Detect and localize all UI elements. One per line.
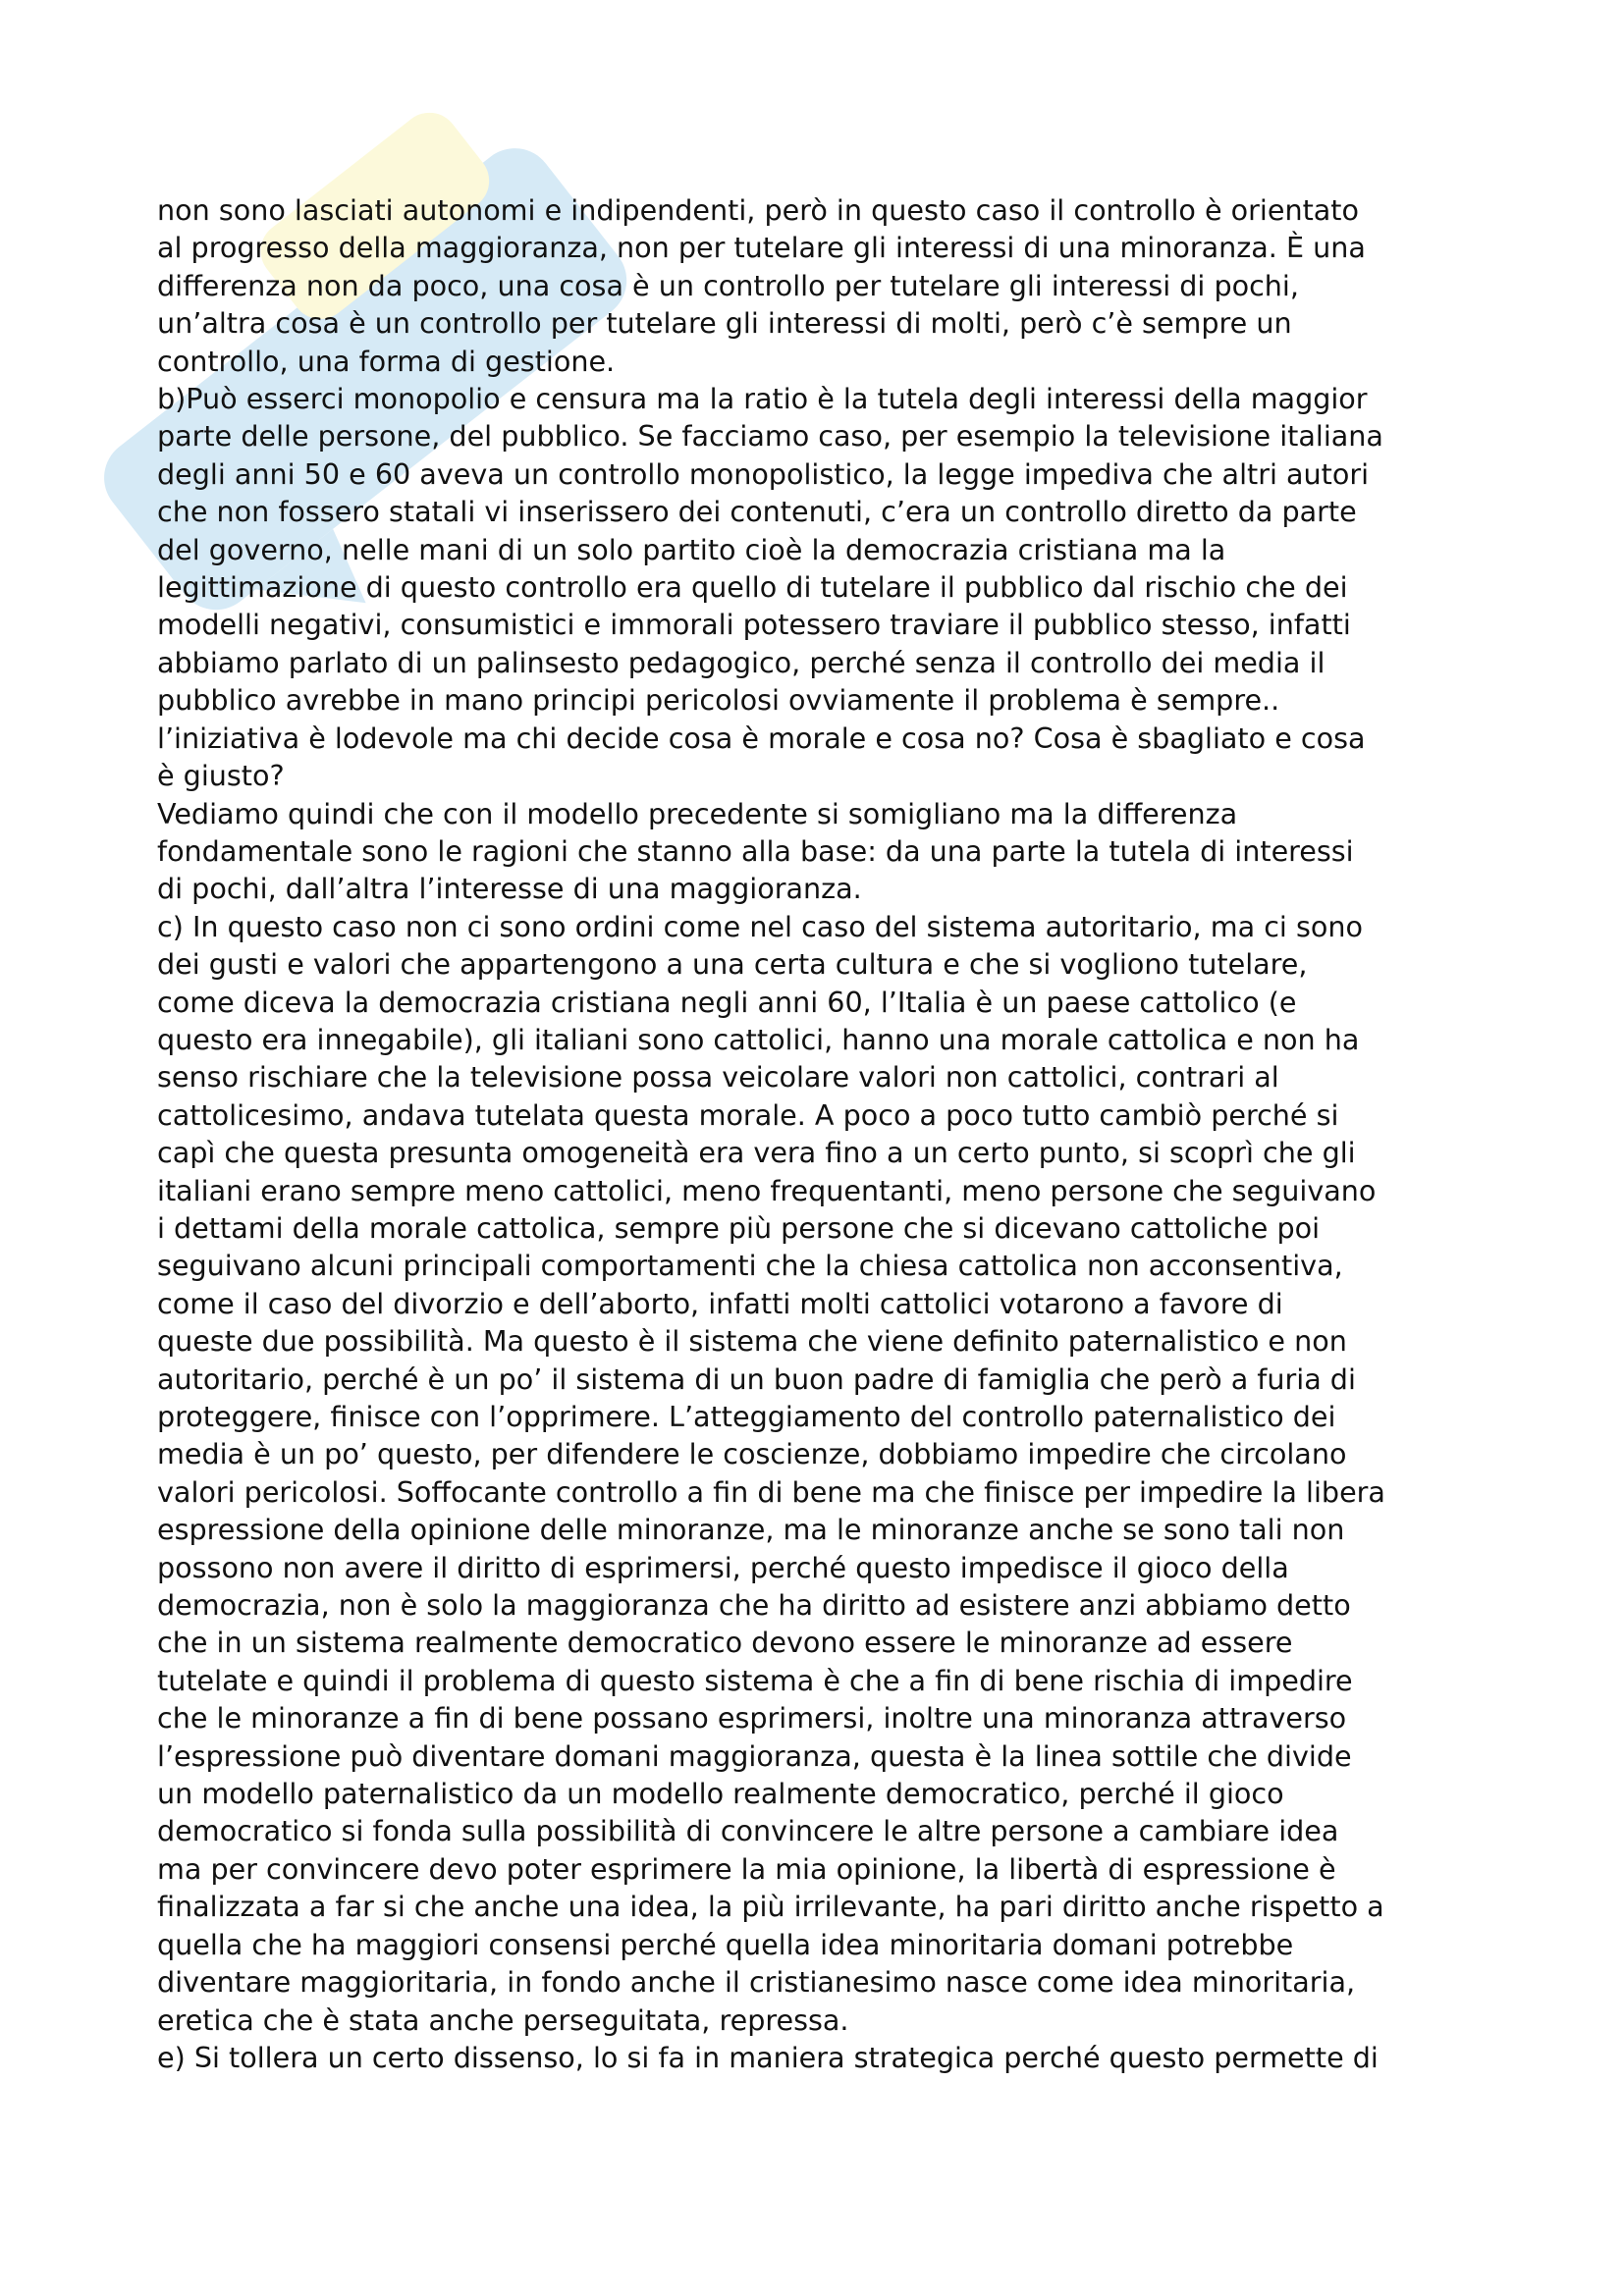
text-line: e) Si tollera un certo dissenso, lo si fa in maniera strategica perché questo permette di bbox=[157, 2040, 1379, 2074]
text-line: ma per convincere devo poter esprimere la mia opinione, la libertà di espressione è bbox=[157, 1851, 1336, 1886]
text-line: come il caso del divorzio e dell’aborto, infatti molti cattolici votarono a favore di bbox=[157, 1286, 1283, 1320]
text-line: diventare maggioritaria, in fondo anche il cristianesimo nasce come idea minoritaria, bbox=[157, 1965, 1356, 2000]
text-line: senso rischiare che la televisione possa veicolare valori non cattolici, contrari al bbox=[157, 1060, 1279, 1095]
text-line: possono non avere il diritto di esprimersi, perché questo impedisce il gioco della bbox=[157, 1550, 1289, 1584]
text-line: un’altra cosa è un controllo per tutelare gli interessi di molti, però c’è sempre un bbox=[157, 306, 1292, 341]
text-line: differenza non da poco, una cosa è un controllo per tutelare gli interessi di pochi, bbox=[157, 268, 1299, 302]
text-line: parte delle persone, del pubblico. Se facciamo caso, per esempio la televisione italiana bbox=[157, 419, 1383, 454]
text-line: degli anni 50 e 60 aveva un controllo monopolistico, la legge impediva che altri autori bbox=[157, 456, 1370, 491]
text-line: modelli negativi, consumistici e immorali potessero traviare il pubblico stesso, infatti bbox=[157, 608, 1351, 642]
text-line: cattolicesimo, andava tutelata questa morale. A poco a poco tutto cambiò perché si bbox=[157, 1097, 1339, 1132]
text-line: dei gusti e valori che appartengono a una certa cultura e che si vogliono tutelare, bbox=[157, 947, 1308, 982]
text-line: valori pericolosi. Soffocante controllo a fin di bene ma che finisce per impedire la libera bbox=[157, 1474, 1385, 1509]
text-line: un modello paternalistico da un modello realmente democratico, perché il gioco bbox=[157, 1777, 1284, 1811]
text-line: b)Può esserci monopolio e censura ma la ratio è la tutela degli interessi della maggior bbox=[157, 382, 1368, 416]
text-line: è giusto? bbox=[157, 759, 285, 793]
text-line: i dettami della morale cattolica, sempre più persone che si dicevano cattoliche poi bbox=[157, 1210, 1321, 1245]
text-line: capì che questa presunta omogeneità era vera fino a un certo punto, si scoprì che gli bbox=[157, 1136, 1356, 1170]
text-line: legittimazione di questo controllo era quello di tutelare il pubblico dal rischio che dei bbox=[157, 570, 1348, 605]
text-line: queste due possibilità. Ma questo è il sistema che viene definito paternalistico e non bbox=[157, 1324, 1347, 1359]
text-line: eretica che è stata anche perseguitata, repressa. bbox=[157, 2002, 849, 2037]
text-line: non sono lasciati autonomi e indipendenti, però in questo caso il controllo è orientato bbox=[157, 193, 1360, 227]
text-line: media è un po’ questo, per difendere le coscienze, dobbiamo impedire che circolano bbox=[157, 1437, 1347, 1471]
text-line: l’iniziativa è lodevole ma chi decide cosa è morale e cosa no? Cosa è sbagliato e cosa bbox=[157, 721, 1366, 755]
text-line: controllo, una forma di gestione. bbox=[157, 344, 616, 378]
text-line: c) In questo caso non ci sono ordini come nel caso del sistema autoritario, ma ci sono bbox=[157, 909, 1363, 943]
text-line: autoritario, perché è un po’ il sistema di un buon padre di famiglia che però a furia di bbox=[157, 1362, 1356, 1396]
text-line: finalizzata a far si che anche una idea, la più irrilevante, ha pari diritto anche rispetto a bbox=[157, 1890, 1384, 1924]
text-line: democrazia, non è solo la maggioranza che ha diritto ad esistere anzi abbiamo detto bbox=[157, 1588, 1351, 1623]
text-line: abbiamo parlato di un palinsesto pedagogico, perché senza il controllo dei media il bbox=[157, 645, 1325, 679]
text-line: fondamentale sono le ragioni che stanno alla base: da una parte la tutela di interessi bbox=[157, 833, 1354, 868]
text-line: espressione della opinione delle minoranze, ma le minoranze anche se sono tali non bbox=[157, 1513, 1345, 1547]
text-line: proteggere, finisce con l’opprimere. L’atteggiamento del controllo paternalistico dei bbox=[157, 1400, 1336, 1433]
text-line: questo era innegabile), gli italiani sono cattolici, hanno una morale cattolica e non ha bbox=[157, 1022, 1360, 1056]
text-line: pubblico avrebbe in mano principi pericolosi ovviamente il problema è sempre.. bbox=[157, 683, 1280, 718]
text-line: di pochi, dall’altra l’interesse di una maggioranza. bbox=[157, 872, 862, 906]
text-line: come diceva la democrazia cristiana negli anni 60, l’Italia è un paese cattolico (e bbox=[157, 985, 1297, 1019]
document-body bbox=[157, 191, 1483, 2076]
text-line: l’espressione può diventare domani maggioranza, questa è la linea sottile che divide bbox=[157, 1738, 1352, 1773]
text-line: italiani erano sempre meno cattolici, meno frequentanti, meno persone che seguivano bbox=[157, 1173, 1377, 1207]
text-line: che in un sistema realmente democratico devono essere le minoranze ad essere bbox=[157, 1626, 1293, 1660]
text-line: Vediamo quindi che con il modello precedente si somigliano ma la differenza bbox=[157, 796, 1238, 830]
text-line: che non fossero statali vi inserissero dei contenuti, c’era un controllo diretto da parte bbox=[157, 495, 1357, 529]
text-line: democratico si fonda sulla possibilità di convincere le altre persone a cambiare idea bbox=[157, 1814, 1339, 1848]
text-line: al progresso della maggioranza, non per tutelare gli interessi di una minoranza. È una bbox=[157, 231, 1366, 265]
text-line: che le minoranze a fin di bene possano esprimersi, inoltre una minoranza attraverso bbox=[157, 1701, 1347, 1735]
text-line: tutelate e quindi il problema di questo sistema è che a fin di bene rischia di impedire bbox=[157, 1663, 1353, 1697]
text-line: seguivano alcuni principali comportamenti che la chiesa cattolica non acconsentiva, bbox=[157, 1249, 1343, 1283]
text-line: quella che ha maggiori consensi perché quella idea minoritaria domani potrebbe bbox=[157, 1927, 1294, 1961]
text-line: del governo, nelle mani di un solo partito cioè la democrazia cristiana ma la bbox=[157, 532, 1226, 566]
